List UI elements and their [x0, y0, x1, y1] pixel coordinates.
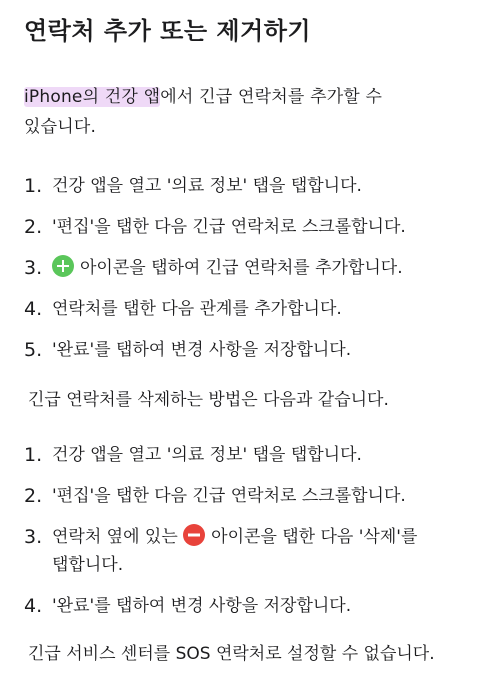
intro-text: 에서 긴급 연락처를 추가할 수 [160, 87, 383, 107]
step-text: 아이콘을 탭한 다음 '삭제'를 [211, 527, 418, 547]
step-text: '완료'를 탭하여 변경 사항을 저장합니다. [52, 340, 352, 360]
page-title: 연락처 추가 또는 제거하기 [24, 17, 312, 45]
list-item [24, 172, 456, 200]
step-text: 건강 앱을 열고 '의료 정보' 탭을 탭합니다. [52, 176, 362, 196]
step-text-line2: 탭합니다. [52, 555, 124, 575]
step-number: 3. [24, 526, 43, 548]
delete-steps-list [24, 441, 456, 620]
list-item [24, 336, 456, 364]
list-item [24, 441, 456, 469]
step-text: 건강 앱을 열고 '의료 정보' 탭을 탭합니다. [52, 445, 362, 465]
step-number: 3. [24, 257, 43, 279]
step-number: 1. [24, 444, 43, 466]
minus-icon [183, 524, 205, 546]
step-number: 4. [24, 298, 43, 320]
list-item [24, 523, 456, 579]
step-text: '완료'를 탭하여 변경 사항을 저장합니다. [52, 596, 352, 616]
step-text-with-icon [52, 523, 456, 579]
step-number: 4. [24, 595, 43, 617]
step-number: 2. [24, 485, 43, 507]
intro-text-line2: 있습니다. [24, 117, 97, 137]
list-item [24, 482, 456, 510]
highlighted-text: iPhone의 건강 앱 [24, 87, 161, 107]
step-number: 1. [24, 175, 43, 197]
step-number: 5. [24, 339, 43, 361]
intro-paragraph [24, 82, 456, 142]
step-number: 2. [24, 216, 43, 238]
step-text: 아이콘을 탭하여 긴급 연락처를 추가합니다. [80, 258, 403, 278]
step-text: 연락처 옆에 있는 [52, 527, 178, 547]
footer-note: 긴급 서비스 센터를 SOS 연락처로 설정할 수 없습니다. [28, 644, 435, 664]
step-text: '편집'을 탭한 다음 긴급 연락처로 스크롤합니다. [52, 486, 406, 506]
step-text: '편집'을 탭한 다음 긴급 연락처로 스크롤합니다. [52, 217, 406, 237]
step-text-with-icon [52, 254, 456, 282]
list-item [24, 213, 456, 241]
list-item [24, 254, 456, 282]
plus-icon [52, 255, 74, 277]
add-steps-list [24, 172, 456, 364]
list-item [24, 592, 456, 620]
list-item [24, 295, 456, 323]
delete-intro: 긴급 연락처를 삭제하는 방법은 다음과 같습니다. [28, 390, 389, 410]
step-text: 연락처를 탭한 다음 관계를 추가합니다. [52, 299, 342, 319]
